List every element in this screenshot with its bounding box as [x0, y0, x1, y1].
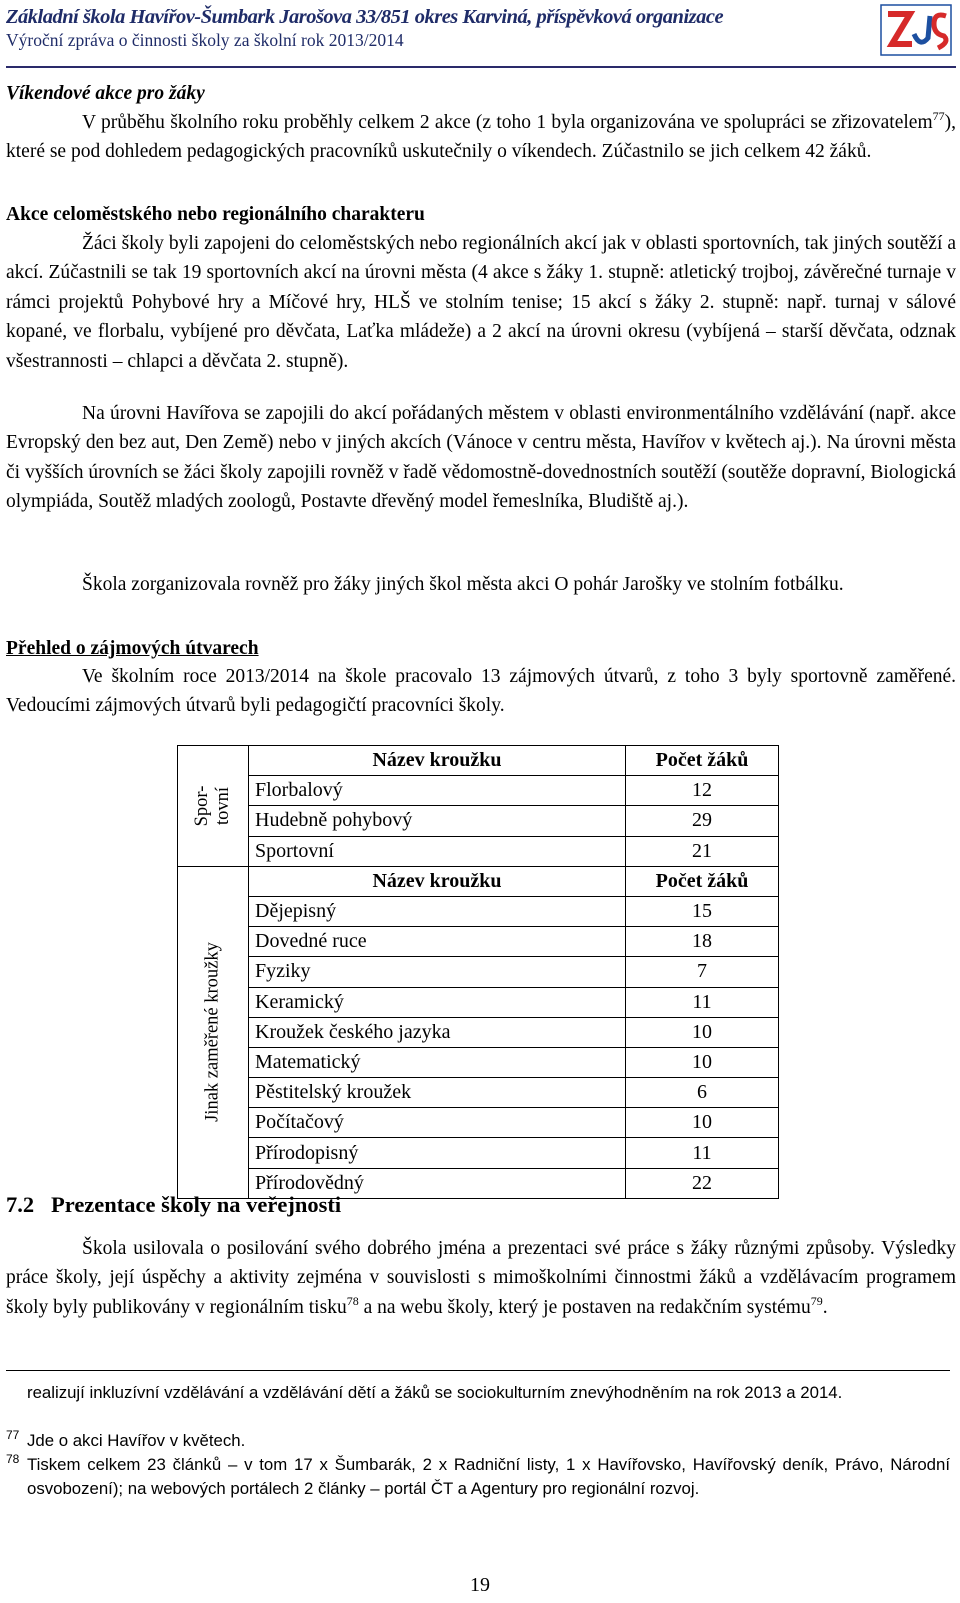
table-row: Dovedné ruce 18 — [178, 927, 779, 957]
footnote-divider — [6, 1370, 950, 1371]
table-row: Fyziky 7 — [178, 957, 779, 987]
table-row: Pěstitelský kroužek 6 — [178, 1078, 779, 1108]
table-row: Kroužek českého jazyka 10 — [178, 1017, 779, 1047]
section-heading-weekend: Víkendové akce pro žáky — [6, 83, 205, 104]
column-header-name: Název kroužku — [249, 746, 626, 776]
column-header-count: Počet žáků — [626, 746, 779, 776]
paragraph-presentation: Škola usilovala o posilování svého dobrého jména a prezentaci své práce s žáky různými způsoby. Výsledky práce školy, její úspěchy a aktivity zejména v souvislosti s mimoškolními činnostmi žáků a vzdělávacím programem školy byly publikovány v regionálním tisku$^{78}$ a na webu školy, který je postaven na redakčním systému$^{79}$. — [6, 1238, 956, 1318]
paragraph-weekend: V průběhu školního roku proběhly celkem 2 akce (z toho 1 byla organizována ve spolupráci se zřizovatelem$^{77}$), které se pod dohledem pedagogických pracovníků uskutečnily o víkendech. Zúčastnilo se jich celkem 42 žáků. — [6, 109, 956, 163]
footnote-ref-78[interactable]: 78 — [346, 1293, 359, 1308]
footnote-77: 77 Jde o akci Havířov v květech. — [6, 1428, 246, 1450]
footnote-ref-77[interactable]: 77 — [932, 109, 945, 123]
footnote-78: 78 Tiskem celkem 23 článků – v tom 17 x Šumbarák, 2 x Radniční listy, 1 x Havířovsko, Havířovský deník, Právo, Národní osvobození); na webových portálech 2 články – portál ČT a Agentury pro regionální rozvoj. — [6, 1452, 950, 1499]
section-heading-regional: Akce celoměstského nebo regionálního charakteru — [6, 204, 425, 225]
section-heading-clubs: Přehled o zájmových útvarech — [6, 638, 259, 659]
table-row: Keramický 11 — [178, 987, 779, 1017]
table-row: Počítačový 10 — [178, 1108, 779, 1138]
table-header-row — [178, 746, 779, 776]
paragraph-clubs: Ve školním roce 2013/2014 na škole pracovalo 13 zájmových útvarů, z toho 3 byly sportovně zaměřené. Vedoucími zájmových útvarů byli pedagogičtí pracovníci školy. — [6, 666, 956, 717]
column-header-name: Název kroužku — [249, 866, 626, 896]
header-divider — [6, 66, 956, 68]
group-cell-other — [178, 866, 249, 1198]
header-school-name: Základní škola Havířov-Šumbark Jarošova 33/851 okres Karviná, příspěvková organizace — [6, 6, 724, 28]
paragraph-regional-sports: Žáci školy byli zapojeni do celoměstských nebo regionálních akcí jak v oblasti sportovních, tak jiných soutěží a akcí. Zúčastnili se tak 19 sportovních akcí na úrovni města (4 akce s žáky 1. stupně: atletický trojboj, závěrečné turnaje v rámci projektů Pohybové hry a Míčové hry, HLŠ ve stolním tenise; 15 akcí s žáky 2. stupně: např. turnaj v sálové kopané, ve florbalu, vybíjené pro děvčata, Laťka mládeže) a 2 akcí na úrovni okresu (vybíjená – starší děvčata, odznak všestrannosti – chlapci a děvčata 2. stupně). — [6, 233, 956, 372]
group-cell-sports — [178, 746, 249, 867]
table-row: Sportovní 21 — [178, 836, 779, 866]
page-header — [6, 4, 826, 50]
school-logo — [880, 4, 952, 56]
group-label-other: Jinak zaměřené kroužky — [202, 942, 223, 1123]
paragraph-regional-other: Na úrovni Havířova se zapojili do akcí pořádaných městem v oblasti environmentálního vzdělávání (např. akce Evropský den bez aut, Den Země) nebo v jiných akcích (Vánoce v centru města, Havířov v květech aj.). Na úrovni města či vyšších úrovních se žáci školy zapojili rovněž v řadě vědomostně-dovednostních soutěží (soutěže dopravní, Biologická olympiáda, Soutěž mladých zoologů, Postavte dřevěný model řemeslníka, Bludiště aj.). — [6, 403, 956, 513]
table-header-row — [178, 866, 779, 896]
footnote-continued: realizují inkluzívní vzdělávání a vzdělávání dětí a žáků se sociokulturním znevýhodněním na rok 2013 a 2014. — [27, 1383, 843, 1402]
page-number: 19 — [470, 1574, 490, 1596]
table-row: Hudebně pohybový 29 — [178, 806, 779, 836]
table-row: Matematický 10 — [178, 1047, 779, 1077]
footnote-ref-79[interactable]: 79 — [810, 1293, 823, 1308]
column-header-count: Počet žáků — [626, 866, 779, 896]
paragraph-regional-football: Škola zorganizovala rovněž pro žáky jiných škol města akci O pohár Jarošky ve stolním fotbálku. — [82, 574, 844, 595]
chapter-heading-7-2: 7.2 Prezentace školy na veřejnosti — [6, 1192, 342, 1217]
table-row: Florbalový 12 — [178, 776, 779, 806]
table-row: Přírodopisný 11 — [178, 1138, 779, 1168]
clubs-table — [177, 745, 779, 1199]
group-label-sports: Spor- tovní — [192, 785, 233, 827]
table-row: Přírodovědný 22 — [178, 1168, 779, 1198]
table-row: Dějepisný 15 — [178, 896, 779, 926]
header-report-title: Výroční zpráva o činnosti školy za školní rok 2013/2014 — [6, 30, 404, 50]
